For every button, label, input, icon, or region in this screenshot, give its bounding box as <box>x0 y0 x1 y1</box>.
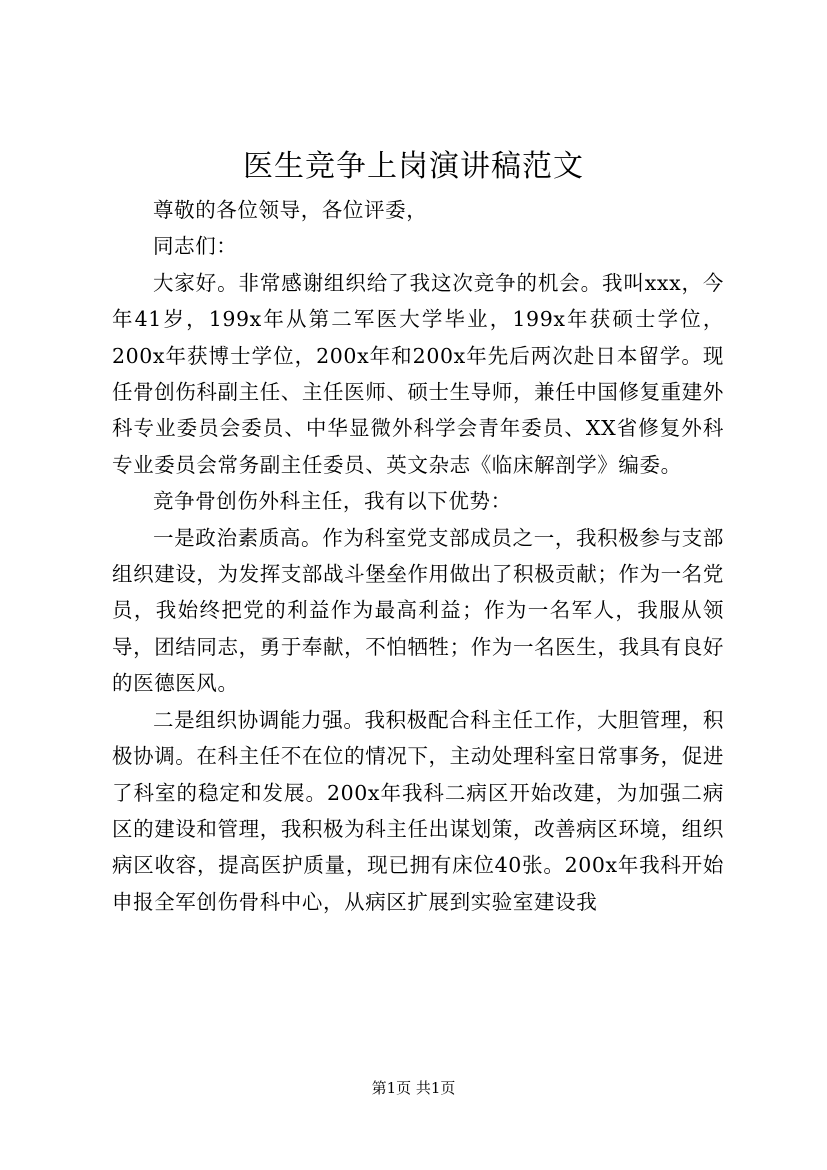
coordination-ability-paragraph: 二是组织协调能力强。我积极配合科主任工作，大胆管理，积极协调。在科主任不在位的情况下，主动处理科室日常事务，促进了科室的稳定和发展。200x年我科二病区开始改建，为加强二病区的建设和管理，我积极为科主任出谋划策，改善病区环境，组织病区收容，提高医护质量，现已拥有床位40张。200x年我科开始申报全军创伤骨科中心，从病区扩展到实验室建设我 <box>112 707 724 914</box>
advantages-intro-paragraph: 竞争骨创伤外科主任，我有以下优势： <box>153 489 512 514</box>
document-title: 医生竞争上岗演讲稿范文 <box>243 149 584 184</box>
salutation-paragraph: 尊敬的各位领导，各位评委， <box>153 198 428 222</box>
document-body <box>112 192 724 920</box>
introduction-paragraph: 大家好。非常感谢组织给了我这次竞争的机会。我叫xxx，今年41岁，199x年从第二军医大学毕业，199x年获硕士学位，200x年获博士学位，200x年和200x年先后两次赴日本留学。现任骨创伤科副主任、主任医师、硕士生导师，兼任中国修复重建外科专业委员会委员、中华显微外科学会青年委员、XX省修复外科专业委员会常务副主任委员、英文杂志《临床解剖学》编委。 <box>112 270 724 477</box>
political-quality-paragraph: 一是政治素质高。作为科室党支部成员之一，我积极参与支部组织建设，为发挥支部战斗堡垒作用做出了积极贡献；作为一名党员，我始终把党的利益作为最高利益；作为一名军人，我服从领导，团结同志，勇于奉献，不怕牺牲；作为一名医生，我具有良好的医德医风。 <box>112 525 724 696</box>
greeting-paragraph: 同志们： <box>153 234 238 259</box>
page-number-footer: 第1页 共1页 <box>371 1079 456 1097</box>
